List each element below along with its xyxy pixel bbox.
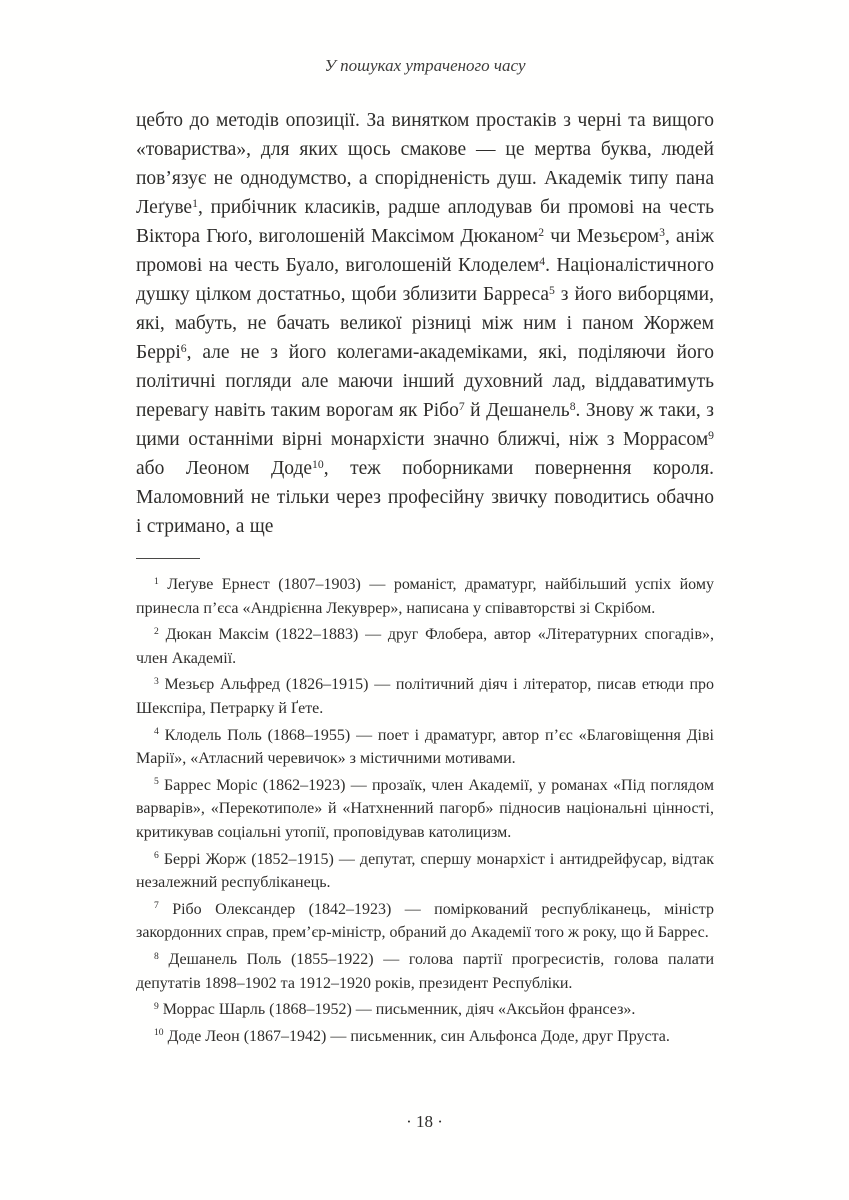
- footnote-item: $^2$ Дюкан Максім (1822–1883) — друг Флобера, автор «Літературних спогадів», член Академії.: [136, 625, 714, 667]
- footnote-item: $^9$ Моррас Шарль (1868–1952) — письменник, діяч «Аксьйон франсез».: [154, 1000, 636, 1019]
- page-number: · 18 ·: [406, 1112, 443, 1131]
- footnote-item: $^7$ Рібо Олександер (1842–1923) — поміркований республіканець, міністр закордонних справ, прем’єр-міністр, обраний до Академії того ж року, що й Баррес.: [136, 900, 714, 942]
- footnote-item: $^6$ Беррі Жорж (1852–1915) — депутат, спершу монархіст і антидрейфусар, відтак незалежний республіканець.: [136, 850, 714, 892]
- footnote-ref: 3: [659, 225, 665, 239]
- footnote-ref: 8: [569, 399, 576, 413]
- footnote-ref: 10: [312, 457, 324, 471]
- running-header: У пошуках утраченого часу: [324, 56, 526, 75]
- footnote-item: $^4$ Клодель Поль (1868–1955) — поет і драматург, автор п’єс «Благовіщення Діві Марії», «Атласний черевичок» з містичними мотивами.: [136, 726, 714, 768]
- footnote-ref: 9: [708, 428, 714, 442]
- footnote-number: 8: [154, 950, 159, 962]
- footnote-ref: 2: [538, 225, 545, 239]
- body-paragraph: цебто до методів опозиції. За винятком простаків з черні та вищого «товариства», для яких щось смакове — це мертва буква, людей пов’язує не однодумство, а спорідненість душ. Академік типу пана Леґуве$^1$, прибічник класиків, радше аплодував би промові на честь Віктора Гюґо, виголошеній Максімом Дюканом$^2$ чи Мезьєром$^3$, аніж промові на честь Буало, виголошеній Клоделем$^4$. Націоналістичного душку цілком достатньо, щоби зблизити Барреса$^5$ з його виборцями, які, мабуть, не бачать великої різниці між ним і паном Жоржем Беррі$^6$, але не з його колегами-академіками, які, поділяючи його політичні погляди але маючи інший духовний лад, віддаватимуть перевагу навіть таким ворогам як Рібо$^7$ й Дешанель$^8$. Знову ж таки, з цими останніми вірні монархісти значно ближчі, ніж з Моррасом$^9$ або Леоном Доде$^{10}$, теж поборниками повернення короля. Маломовний не тільки через професійну звичку поводитись обачно і стримано, а ще: [136, 110, 715, 537]
- footnote-number: 4: [154, 726, 159, 738]
- footnote-ref: 6: [180, 341, 187, 355]
- footnote-item: $^5$ Баррес Моріс (1862–1923) — прозаїк, член Академії, у романах «Під поглядом варварів», «Перекотиполе» й «Натхненний пагорб» підносив національні цінності, критикував соціальні утопії, проповідував католицизм.: [136, 776, 714, 841]
- footnote-item: $^1$ Леґуве Ернест (1807–1903) — романіст, драматург, найбільший успіх йому принесла п’єса «Андрієнна Лекуврер», написана у співавторстві зі Скрібом.: [136, 575, 714, 617]
- footnote-number: 5: [154, 776, 159, 788]
- footnote-number: 1: [154, 575, 159, 587]
- footnote-ref: 7: [458, 399, 465, 413]
- footnote-number: 3: [154, 676, 159, 688]
- footnote-ref: 4: [539, 254, 546, 268]
- footnote-number: 6: [154, 850, 159, 862]
- footnote-ref: 5: [549, 283, 555, 297]
- footnote-item: $^8$ Дешанель Поль (1855–1922) — голова партії прогресистів, голова палати депутатів 1898–1902 та 1912–1920 років, президент Республіки.: [136, 950, 714, 992]
- footnote-separator: [136, 558, 200, 559]
- footnote-number: 10: [154, 1027, 164, 1039]
- footnote-number: 9: [154, 1000, 159, 1012]
- footnote-number: 2: [154, 625, 159, 637]
- footnote-number: 7: [154, 900, 159, 912]
- footnote-item: $^3$ Мезьєр Альфред (1826–1915) — політичний діяч і літератор, писав етюди про Шекспіра, Петрарку й Ґете.: [136, 676, 714, 717]
- footnote-ref: 1: [192, 196, 198, 210]
- footnotes: [136, 573, 714, 1048]
- footnote-item: $^{10}$ Доде Леон (1867–1942) — письменник, син Альфонса Доде, друг Пруста.: [154, 1027, 670, 1045]
